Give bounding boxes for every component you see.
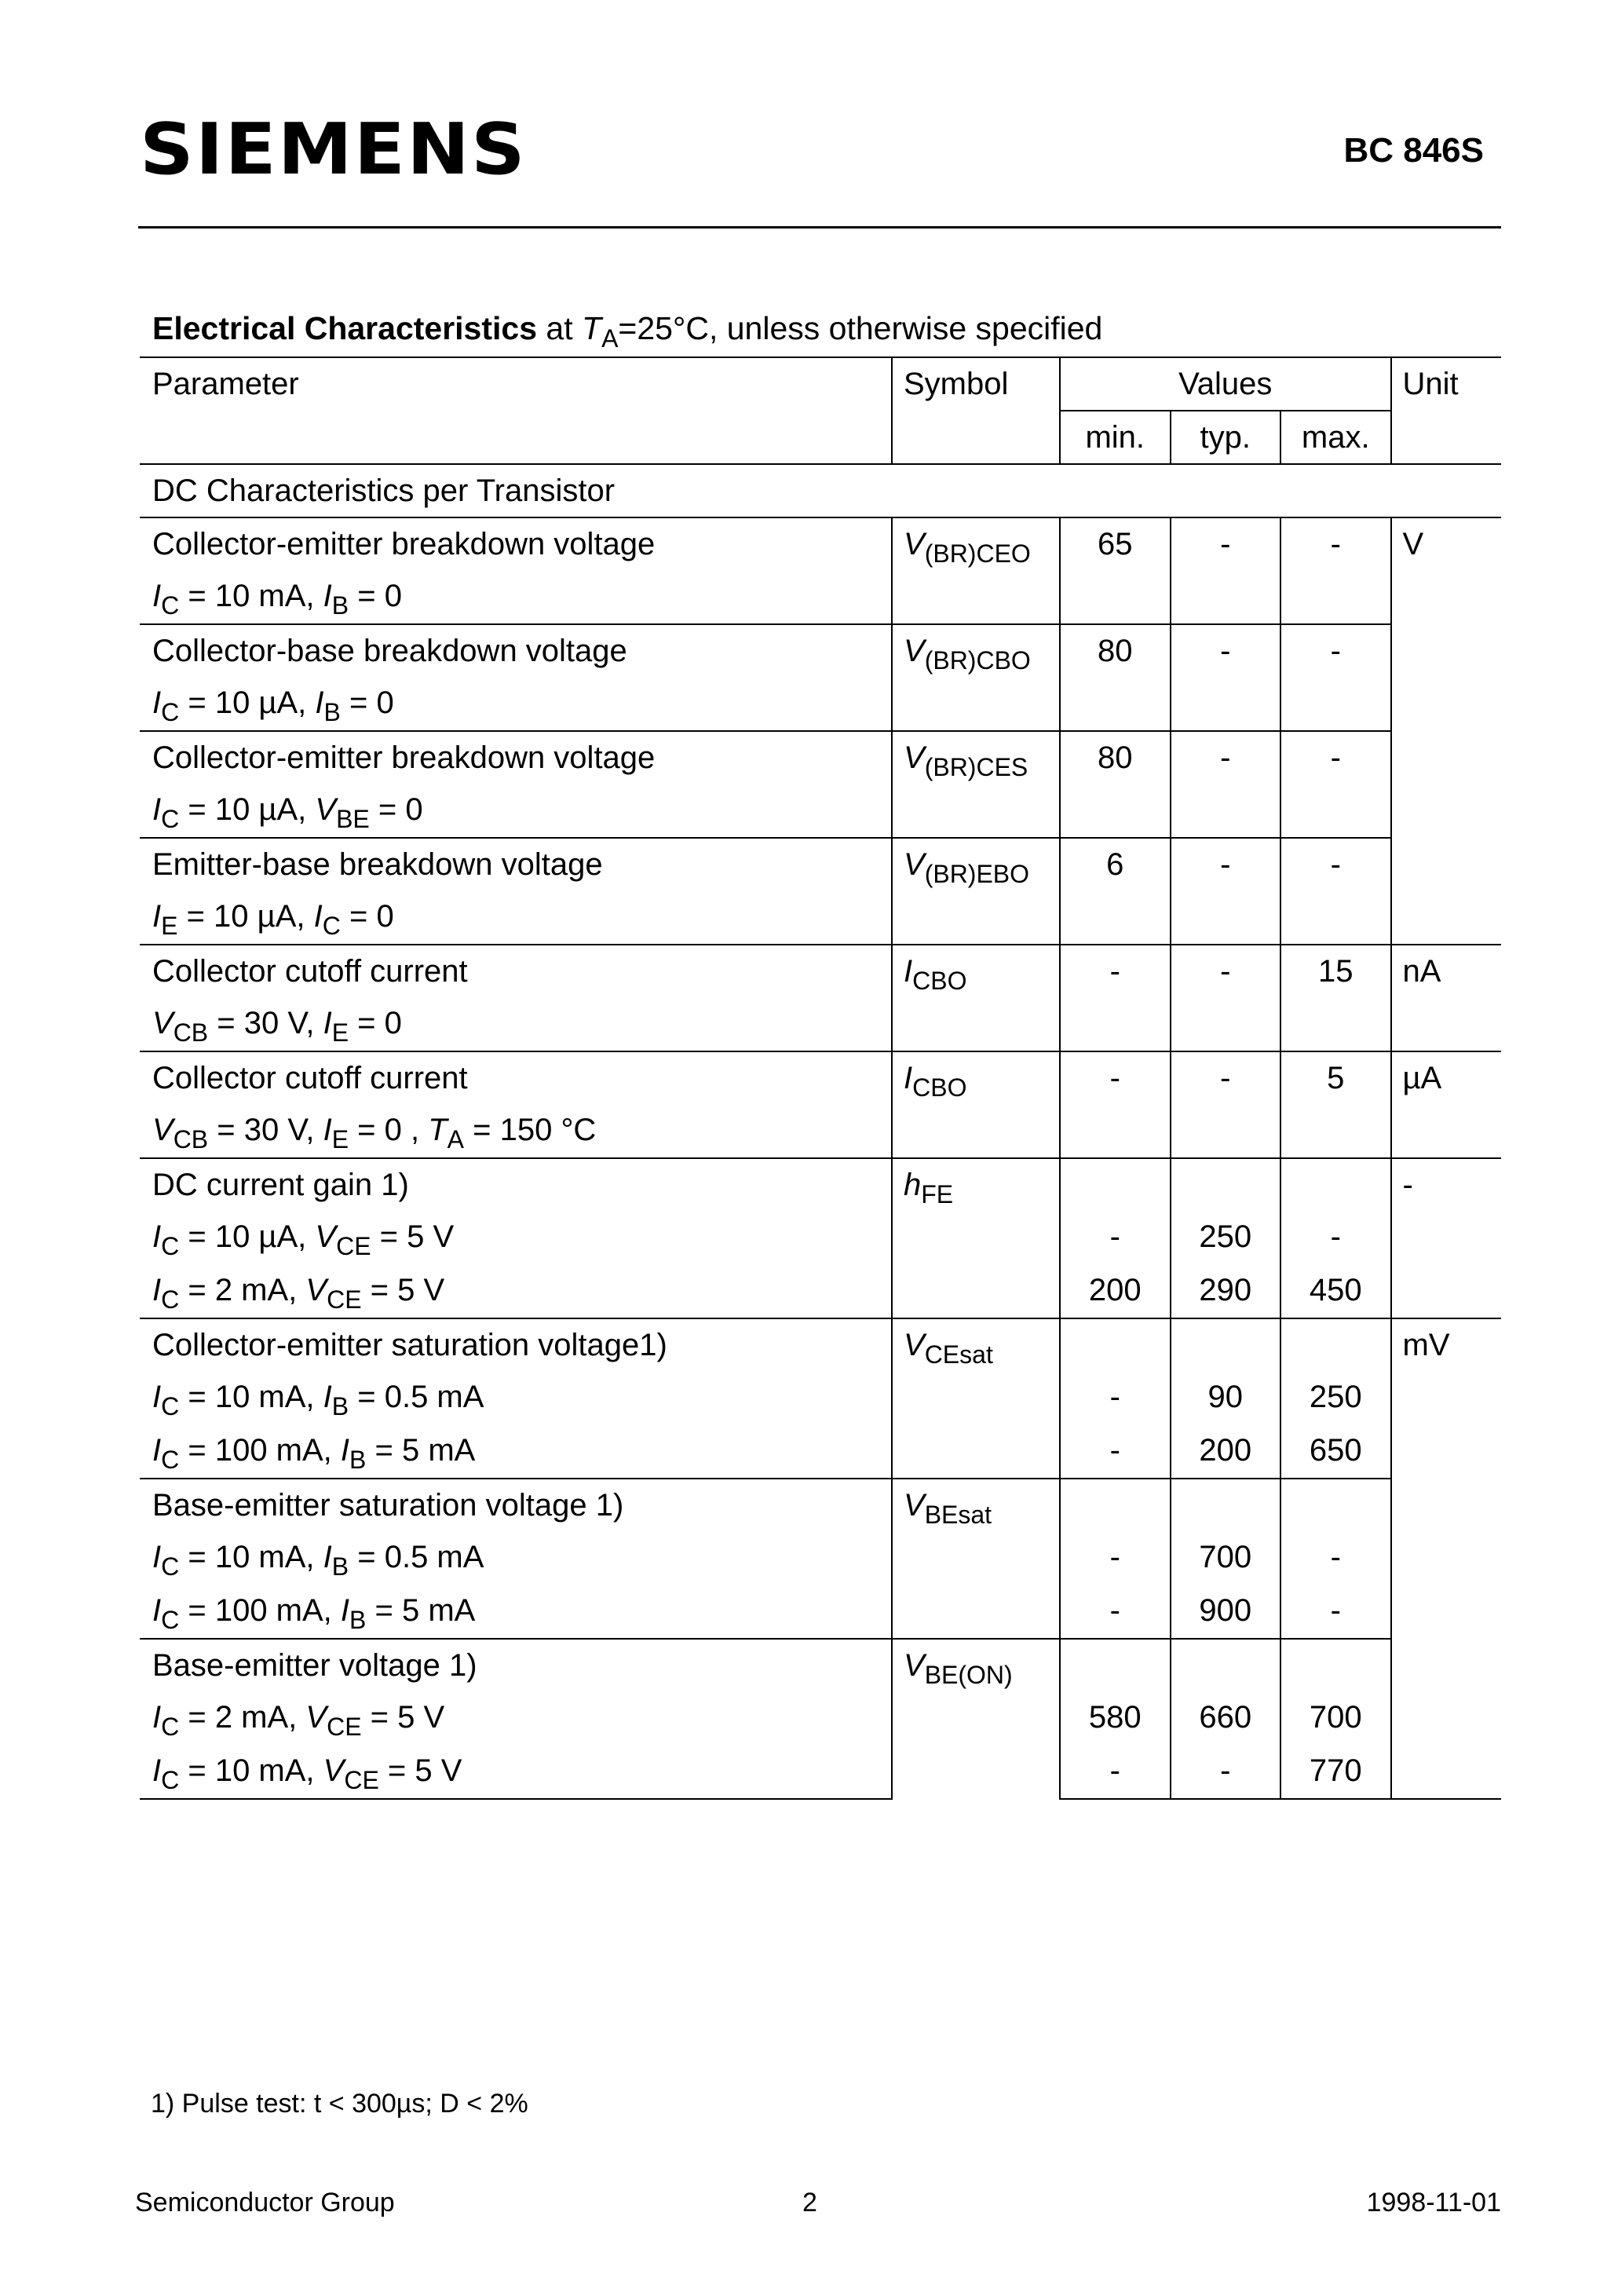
condition-subscript: CB <box>173 1018 209 1047</box>
condition-variable: V <box>315 1219 337 1254</box>
value-typ-blank <box>1171 1158 1281 1211</box>
condition-text: = 2 mA, <box>179 1700 306 1735</box>
value-max-blank <box>1280 1639 1391 1691</box>
parameter-name: Collector-emitter breakdown voltage <box>140 731 892 784</box>
parameter-name: Emitter-base breakdown voltage <box>140 838 892 890</box>
value-typ-blank <box>1171 1479 1281 1531</box>
condition-variable: I <box>323 1006 332 1040</box>
condition-subscript: B <box>331 1552 349 1581</box>
table-row <box>140 1639 1501 1691</box>
value-max: - <box>1280 1211 1391 1264</box>
condition-text: = 10 mA, <box>179 579 323 613</box>
value-typ: - <box>1171 945 1281 1051</box>
value-min-blank <box>1060 1318 1171 1371</box>
condition-text: = 30 V, <box>208 1006 323 1040</box>
parameter-name: Base-emitter saturation voltage 1) <box>140 1479 892 1531</box>
test-condition <box>140 784 892 838</box>
table-row-condition <box>140 1264 1501 1318</box>
symbol-variable: h <box>904 1168 922 1202</box>
value-typ: 290 <box>1171 1264 1281 1318</box>
condition-subscript: C <box>161 698 180 726</box>
condition-text: = 100 mA, <box>179 1433 341 1468</box>
symbol-variable: I <box>904 954 913 989</box>
condition-variable: V <box>315 792 337 827</box>
condition-variable: I <box>323 1540 332 1574</box>
value-max: 770 <box>1280 1745 1391 1799</box>
test-condition <box>140 1745 892 1799</box>
table-row <box>140 731 1501 784</box>
condition-subscript: CE <box>336 1232 371 1260</box>
symbol-subscript: CBO <box>912 967 967 995</box>
test-condition <box>140 1211 892 1264</box>
caption-title: Electrical Characteristics <box>152 310 537 346</box>
header-parameter: Parameter <box>140 357 892 464</box>
header-max: max. <box>1280 411 1391 464</box>
table-row <box>140 838 1501 890</box>
test-condition <box>140 1531 892 1585</box>
header-values: Values <box>1060 357 1391 411</box>
condition-subscript: C <box>161 1446 180 1474</box>
condition-variable: I <box>313 899 323 934</box>
condition-text: = 2 mA, <box>179 1273 306 1307</box>
value-min: - <box>1060 945 1171 1051</box>
condition-text: = 0.5 mA <box>349 1380 484 1414</box>
value-max: - <box>1280 838 1391 945</box>
condition-variable: I <box>323 1113 332 1147</box>
symbol-cell <box>892 1639 1060 1799</box>
value-min: 6 <box>1060 838 1171 945</box>
condition-subscript: C <box>161 1606 180 1634</box>
condition-text: = 5 V <box>361 1273 445 1307</box>
test-condition <box>140 997 892 1051</box>
test-condition <box>140 1585 892 1639</box>
condition-variable: I <box>323 579 332 613</box>
symbol-variable: V <box>904 740 925 775</box>
symbol-cell <box>892 1051 1060 1158</box>
unit-cell: - <box>1391 1158 1502 1318</box>
header-unit: Unit <box>1391 357 1502 464</box>
value-typ-blank <box>1171 1639 1281 1691</box>
condition-subscript: A <box>447 1125 464 1153</box>
condition-variable: V <box>323 1753 345 1788</box>
table-row <box>140 1158 1501 1211</box>
condition-subscript: CB <box>173 1125 209 1153</box>
value-max: - <box>1280 1531 1391 1585</box>
condition-text: = 0 <box>349 1006 402 1040</box>
value-typ: 900 <box>1171 1585 1281 1639</box>
table-row-condition <box>140 1424 1501 1479</box>
value-min: 580 <box>1060 1691 1171 1745</box>
condition-text: = 0 , <box>349 1113 429 1147</box>
condition-subscript: BE <box>336 805 370 833</box>
test-condition <box>140 1424 892 1479</box>
table-row <box>140 624 1501 677</box>
value-max: - <box>1280 517 1391 624</box>
value-max: - <box>1280 731 1391 838</box>
value-typ: - <box>1171 731 1281 838</box>
symbol-subscript: BEsat <box>924 1501 992 1529</box>
table-row <box>140 1318 1501 1371</box>
condition-text: = 100 mA, <box>179 1593 341 1628</box>
symbol-variable: V <box>904 1328 925 1362</box>
symbol-variable: V <box>904 634 925 668</box>
value-min: - <box>1060 1531 1171 1585</box>
condition-subscript: C <box>161 1552 180 1581</box>
condition-subscript: C <box>161 1232 180 1260</box>
value-min: - <box>1060 1745 1171 1799</box>
table-row-condition <box>140 1691 1501 1745</box>
value-max: 15 <box>1280 945 1391 1051</box>
symbol-variable: V <box>904 847 925 882</box>
condition-text: = 10 mA, <box>179 1540 323 1574</box>
condition-subscript: C <box>161 591 180 620</box>
value-typ: - <box>1171 624 1281 731</box>
unit-cell: V <box>1391 517 1502 945</box>
symbol-cell <box>892 1158 1060 1318</box>
condition-text: = 0 <box>349 579 402 613</box>
value-max: 250 <box>1280 1371 1391 1424</box>
value-typ: 250 <box>1171 1211 1281 1264</box>
condition-variable: I <box>152 792 162 827</box>
condition-text: = 10 µA, <box>179 792 316 827</box>
condition-variable: I <box>152 1433 162 1468</box>
unit-cell: mV <box>1391 1318 1502 1799</box>
symbol-subscript: (BR)EBO <box>924 860 1030 888</box>
condition-subscript: CE <box>327 1285 362 1314</box>
condition-subscript: C <box>161 1285 180 1314</box>
condition-variable: V <box>152 1113 174 1147</box>
test-condition <box>140 1104 892 1158</box>
condition-text: = 5 V <box>361 1700 445 1735</box>
value-typ: - <box>1171 1051 1281 1158</box>
symbol-subscript: (BR)CES <box>924 753 1028 781</box>
condition-variable: I <box>152 1380 162 1414</box>
symbol-variable: V <box>904 527 925 561</box>
symbol-variable: V <box>904 1648 925 1683</box>
value-max: 700 <box>1280 1691 1391 1745</box>
symbol-cell <box>892 517 1060 624</box>
value-typ: 700 <box>1171 1531 1281 1585</box>
table-header-row <box>140 357 1501 411</box>
table-row-condition <box>140 1531 1501 1585</box>
condition-text: = 10 µA, <box>179 1219 316 1254</box>
condition-variable: I <box>152 1593 162 1628</box>
part-number: BC 846S <box>1343 131 1484 170</box>
test-condition <box>140 1264 892 1318</box>
value-typ-blank <box>1171 1318 1281 1371</box>
value-min-blank <box>1060 1479 1171 1531</box>
condition-variable: I <box>152 899 162 934</box>
test-condition <box>140 677 892 731</box>
condition-variable: V <box>305 1273 327 1307</box>
symbol-subscript: BE(ON) <box>924 1661 1013 1689</box>
electrical-characteristics-table <box>140 356 1501 1800</box>
condition-variable: I <box>152 1273 162 1307</box>
condition-subscript: CE <box>327 1713 362 1741</box>
caption-at: at <box>546 310 573 346</box>
condition-subscript: B <box>331 1392 349 1420</box>
table-row <box>140 945 1501 997</box>
symbol-cell <box>892 838 1060 945</box>
symbol-cell <box>892 945 1060 1051</box>
value-typ: 200 <box>1171 1424 1281 1479</box>
value-min-blank <box>1060 1639 1171 1691</box>
condition-text: = 0 <box>340 686 394 720</box>
condition-variable: I <box>340 1593 350 1628</box>
condition-variable: T <box>428 1113 448 1147</box>
value-min: - <box>1060 1585 1171 1639</box>
condition-variable: I <box>152 1219 162 1254</box>
table-row <box>140 517 1501 570</box>
unit-cell: nA <box>1391 945 1502 1051</box>
table-row-condition <box>140 1585 1501 1639</box>
value-max-blank <box>1280 1158 1391 1211</box>
value-min: - <box>1060 1371 1171 1424</box>
value-min-blank <box>1060 1158 1171 1211</box>
condition-subscript: E <box>331 1018 349 1047</box>
condition-subscript: C <box>161 1766 180 1794</box>
condition-text: = 5 V <box>371 1219 455 1254</box>
symbol-cell <box>892 624 1060 731</box>
test-condition <box>140 1371 892 1424</box>
header-min: min. <box>1060 411 1171 464</box>
value-min: 80 <box>1060 731 1171 838</box>
condition-subscript: B <box>349 1446 367 1474</box>
footer-left: Semiconductor Group <box>135 2188 395 2217</box>
symbol-subscript: CBO <box>912 1073 967 1102</box>
condition-text: = 5 mA <box>366 1593 476 1628</box>
symbol-subscript: CEsat <box>924 1340 993 1369</box>
footer-date: 1998-11-01 <box>1366 2188 1501 2217</box>
condition-text: = 0 <box>369 792 423 827</box>
condition-subscript: B <box>331 591 349 620</box>
value-max: - <box>1280 624 1391 731</box>
caption-ta-rest: =25°C, unless otherwise specified <box>618 310 1103 346</box>
value-min: - <box>1060 1424 1171 1479</box>
parameter-name: Base-emitter voltage 1) <box>140 1639 892 1691</box>
footnote: 1) Pulse test: t < 300µs; D < 2% <box>151 2089 528 2119</box>
symbol-cell <box>892 731 1060 838</box>
header-rule <box>138 226 1501 229</box>
value-min: 200 <box>1060 1264 1171 1318</box>
test-condition <box>140 570 892 624</box>
condition-subscript: CE <box>344 1766 379 1794</box>
condition-variable: I <box>323 1380 332 1414</box>
condition-variable: I <box>152 579 162 613</box>
caption-ta-var: T <box>582 310 602 346</box>
value-min: - <box>1060 1051 1171 1158</box>
condition-text: = 10 µA, <box>177 899 314 934</box>
section-title: DC Characteristics per Transistor <box>140 464 1501 517</box>
condition-subscript: C <box>161 1392 180 1420</box>
condition-subscript: C <box>322 912 341 940</box>
parameter-name: Collector-base breakdown voltage <box>140 624 892 677</box>
value-typ: - <box>1171 1745 1281 1799</box>
siemens-logo: SIEMENS <box>140 108 527 191</box>
value-min: 80 <box>1060 624 1171 731</box>
parameter-name: Collector cutoff current <box>140 945 892 997</box>
condition-text: = 10 µA, <box>179 686 316 720</box>
value-max: - <box>1280 1585 1391 1639</box>
symbol-subscript: (BR)CBO <box>924 646 1031 675</box>
test-condition <box>140 890 892 945</box>
symbol-variable: I <box>904 1061 913 1095</box>
unit-cell: µA <box>1391 1051 1502 1158</box>
symbol-variable: V <box>904 1488 925 1523</box>
section-row <box>140 464 1501 517</box>
condition-subscript: C <box>161 1713 180 1741</box>
value-max: 650 <box>1280 1424 1391 1479</box>
value-min: - <box>1060 1211 1171 1264</box>
value-typ: 90 <box>1171 1371 1281 1424</box>
condition-variable: I <box>152 686 162 720</box>
parameter-name: DC current gain 1) <box>140 1158 892 1211</box>
caption-ta-sub: A <box>601 324 619 353</box>
value-max: 5 <box>1280 1051 1391 1158</box>
table-row <box>140 1479 1501 1531</box>
value-min: 65 <box>1060 517 1171 624</box>
condition-variable: I <box>152 1700 162 1735</box>
condition-variable: I <box>340 1433 350 1468</box>
condition-subscript: C <box>161 805 180 833</box>
table-row-condition <box>140 1745 1501 1799</box>
value-max-blank <box>1280 1479 1391 1531</box>
symbol-cell <box>892 1479 1060 1639</box>
header-symbol: Symbol <box>892 357 1060 464</box>
value-typ: - <box>1171 517 1281 624</box>
condition-variable: I <box>152 1540 162 1574</box>
symbol-subscript: FE <box>921 1180 954 1208</box>
condition-subscript: B <box>323 698 341 726</box>
value-max-blank <box>1280 1318 1391 1371</box>
symbol-cell <box>892 1318 1060 1479</box>
test-condition <box>140 1691 892 1745</box>
condition-text: = 30 V, <box>208 1113 323 1147</box>
table-row-condition <box>140 1211 1501 1264</box>
condition-variable: I <box>315 686 324 720</box>
condition-text: = 10 mA, <box>179 1753 323 1788</box>
condition-subscript: B <box>349 1606 367 1634</box>
table-row-condition <box>140 1371 1501 1424</box>
condition-text: = 5 V <box>378 1753 462 1788</box>
condition-variable: V <box>305 1700 327 1735</box>
condition-text: = 150 °C <box>464 1113 597 1147</box>
condition-text: = 0.5 mA <box>349 1540 484 1574</box>
symbol-subscript: (BR)CEO <box>924 539 1031 568</box>
value-max: 450 <box>1280 1264 1391 1318</box>
condition-variable: V <box>152 1006 174 1040</box>
header-typ: typ. <box>1171 411 1281 464</box>
condition-subscript: E <box>331 1125 349 1153</box>
condition-variable: I <box>152 1753 162 1788</box>
parameter-name: Collector-emitter saturation voltage1) <box>140 1318 892 1371</box>
parameter-name: Collector cutoff current <box>140 1051 892 1104</box>
table-caption <box>152 310 1103 353</box>
value-typ: - <box>1171 838 1281 945</box>
condition-text: = 5 mA <box>366 1433 476 1468</box>
value-typ: 660 <box>1171 1691 1281 1745</box>
parameter-name: Collector-emitter breakdown voltage <box>140 517 892 570</box>
table-row <box>140 1051 1501 1104</box>
condition-subscript: E <box>161 912 178 940</box>
condition-text: = 10 mA, <box>179 1380 323 1414</box>
condition-text: = 0 <box>340 899 394 934</box>
footer-page-number: 2 <box>802 2188 817 2217</box>
